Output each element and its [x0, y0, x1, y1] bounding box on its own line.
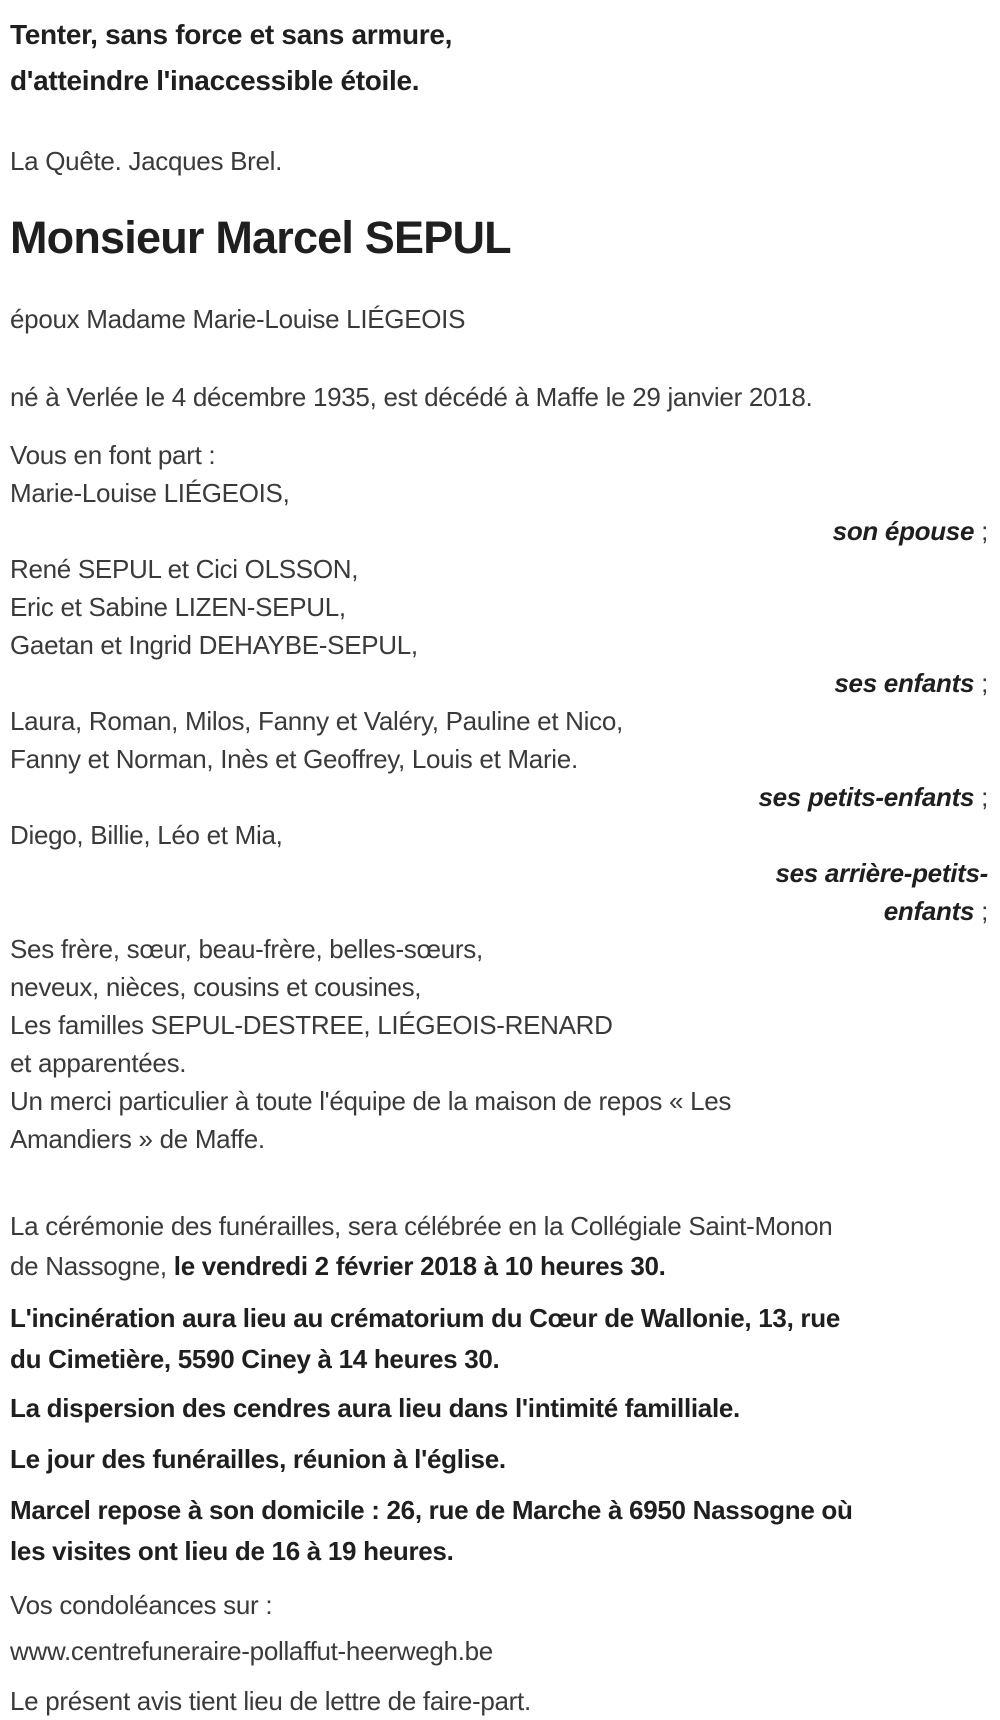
announcement-intro: Vous en font part : [10, 440, 216, 470]
family-names-line: et apparentées. [10, 1048, 187, 1078]
relation-label: ses petits-enfants [758, 782, 975, 812]
relation-line [10, 778, 988, 816]
relation-line [10, 512, 988, 550]
relation-label: ses enfants [834, 668, 975, 698]
relation-separator: ; [974, 668, 988, 698]
relation-separator: ; [974, 516, 988, 546]
condolences-label: Vos condoléances sur : [10, 1590, 273, 1620]
ceremony-location: de Nassogne, [10, 1251, 174, 1281]
cremation-paragraph: L'incinération aura lieu au crématorium du Cœur de Wallonie, 13, rue du Cimetière, 5590 Ciney à 14 heures 30. [10, 1303, 840, 1374]
family-section [10, 436, 988, 1158]
relation-label: son épouse [832, 516, 975, 546]
family-names-line: René SEPUL et Cici OLSSON, [10, 554, 359, 584]
thanks-line: Amandiers » de Maffe. [10, 1124, 265, 1154]
family-names-line: Laura, Roman, Milos, Fanny et Valéry, Pauline et Nico, [10, 706, 623, 736]
repose-paragraph: Marcel repose à son domicile : 26, rue de Marche à 6950 Nassogne où les visites ont lieu de 16 à 19 heures. [10, 1495, 853, 1566]
ceremony-line: La cérémonie des funérailles, sera célébrée en la Collégiale Saint-Monon [10, 1211, 833, 1241]
spouse-line: époux Madame Marie-Louise LIÉGEOIS [10, 304, 466, 334]
relation-separator: ; [974, 896, 988, 926]
relation-separator: ; [974, 782, 988, 812]
quote-attribution: La Quête. Jacques Brel. [10, 146, 283, 176]
relation-line [10, 854, 988, 892]
family-names-line: Fanny et Norman, Inès et Geoffrey, Louis et Marie. [10, 744, 578, 774]
family-names-line: Ses frère, sœur, beau-frère, belles-sœurs, [10, 934, 483, 964]
relation-label: enfants [883, 896, 975, 926]
ceremony-paragraph [10, 1206, 988, 1286]
family-names-line: Marie-Louise LIÉGEOIS, [10, 478, 290, 508]
family-names-line: Gaetan et Ingrid DEHAYBE-SEPUL, [10, 630, 418, 660]
family-names-line: Eric et Sabine LIZEN-SEPUL, [10, 592, 346, 622]
funeral-day-paragraph: Le jour des funérailles, réunion à l'église. [10, 1444, 506, 1474]
relation-line [10, 664, 988, 702]
family-names-line: Les familles SEPUL-DESTREE, LIÉGEOIS-RENARD [10, 1010, 613, 1040]
family-names-line: Diego, Billie, Léo et Mia, [10, 820, 283, 850]
family-names-line: neveux, nièces, cousins et cousines, [10, 972, 422, 1002]
relation-label: ses arrière-petits- [775, 858, 988, 888]
life-dates-line: né à Verlée le 4 décembre 1935, est décédé à Maffe le 29 janvier 2018. [10, 382, 813, 412]
opening-quote: Tenter, sans force et sans armure, d'atteindre l'inaccessible étoile. [10, 19, 453, 96]
relation-line [10, 892, 988, 930]
condolences-website: www.centrefuneraire-pollaffut-heerwegh.be [10, 1636, 493, 1666]
ceremony-datetime: le vendredi 2 février 2018 à 10 heures 30. [173, 1251, 666, 1281]
ashes-paragraph: La dispersion des cendres aura lieu dans l'intimité familliale. [10, 1393, 740, 1423]
thanks-line: Un merci particulier à toute l'équipe de la maison de repos « Les [10, 1086, 732, 1116]
ceremony-line [10, 1246, 988, 1286]
deceased-name: Monsieur Marcel SEPUL [10, 212, 511, 263]
closing-line: Le présent avis tient lieu de lettre de faire-part. [10, 1686, 531, 1716]
